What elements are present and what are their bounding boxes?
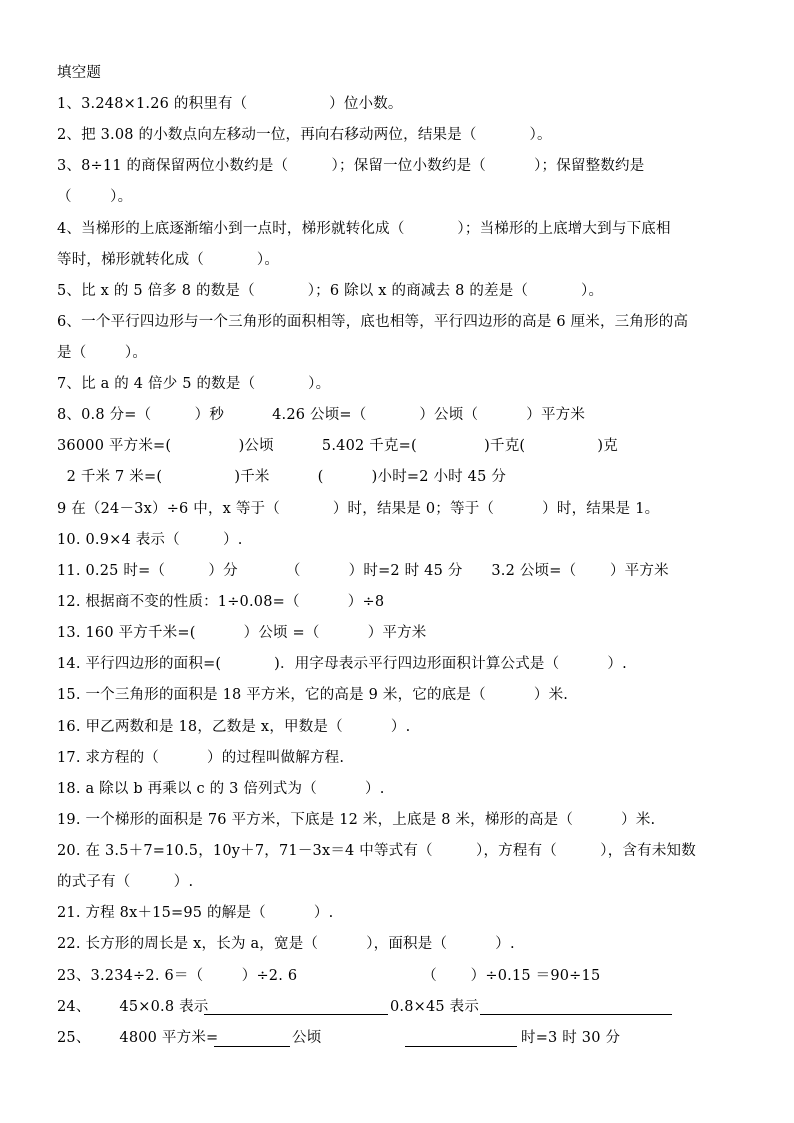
question-23: 23、3.234÷2. 6＝（ ）÷2. 6 （ ）÷0.15 ＝90÷15: [57, 968, 601, 984]
question-25-unit: 公顷: [292, 1030, 322, 1046]
question-5: 5、比 x 的 5 倍多 8 的数是（ ）；6 除以 x 的商减去 8 的差是（ ）。: [57, 283, 604, 299]
question-22: 22. 长方形的周长是 x，长为 a，宽是（ ），面积是（ ）.: [57, 936, 515, 952]
question-4: 4、当梯形的上底逐渐缩小到一点时，梯形就转化成（ ）；当梯形的上底增大到与下底相: [57, 221, 671, 237]
question-24-tail: 0.8×45 表示: [390, 999, 480, 1015]
question-16: 16. 甲乙两数和是 18，乙数是 x，甲数是（ ）.: [57, 719, 411, 735]
question-8-row3: 2 千米 7 米=( )千米 ( )小时=2 小时 45 分: [57, 469, 507, 485]
question-12: 12. 根据商不变的性质：1÷0.08=（ ）÷8: [57, 594, 385, 610]
question-14: 14. 平行四边形的面积=( )．用字母表示平行四边形面积计算公式是（ ）.: [57, 656, 627, 672]
question-8-row2: 36000 平方米=( )公顷 5.402 千克=( )千克( )克: [57, 438, 618, 454]
answer-blank-24a[interactable]: [204, 1014, 388, 1015]
answer-blank-25a[interactable]: [214, 1046, 290, 1047]
question-18: 18. a 除以 b 再乘以 c 的 3 倍列式为（ ）.: [57, 781, 385, 797]
question-19: 19. 一个梯形的面积是 76 平方米，下底是 12 米，上底是 8 米，梯形的高是（ ）米.: [57, 812, 656, 828]
answer-blank-24b[interactable]: [480, 1014, 672, 1015]
question-11: 11. 0.25 时=（ ）分 （ ）时=2 时 45 分 3.2 公顷=（ ）平方米: [57, 563, 669, 579]
question-6-cont: 是（ ）。: [57, 345, 148, 361]
question-7: 7、比 a 的 4 倍少 5 的数是（ ）。: [57, 376, 331, 392]
question-20: 20. 在 3.5＋7=10.5，10y＋7，71－3x＝4 中等式有（ ），方程有（ ），含有未知数: [57, 843, 696, 859]
question-6: 6、一个平行四边形与一个三角形的面积相等，底也相等，平行四边形的高是 6 厘米，三角形的高: [57, 314, 689, 330]
question-9: 9 在（24－3x）÷6 中，x 等于（ ）时，结果是 0；等于（ ）时，结果是 1。: [57, 501, 660, 517]
question-25-tail: 时=3 时 30 分: [521, 1030, 621, 1046]
question-1: 1、3.248×1.26 的积里有（ ）位小数。: [57, 96, 403, 112]
question-10: 10. 0.9×4 表示（ ）.: [57, 532, 243, 548]
question-8: 8、0.8 分=（ ）秒 4.26 公顷=（ ）公顷（ ）平方米: [57, 407, 586, 423]
question-4-cont: 等时，梯形就转化成（ ）。: [57, 252, 280, 268]
question-24: 24、 45×0.8 表示: [57, 999, 209, 1015]
question-17: 17. 求方程的（ ）的过程叫做解方程.: [57, 750, 345, 766]
worksheet-title: 填空题: [57, 65, 102, 81]
question-13: 13. 160 平方千米=( ）公顷 =（ ）平方米: [57, 625, 427, 641]
answer-blank-25b[interactable]: [405, 1046, 517, 1047]
question-3-cont: （ ）。: [57, 189, 133, 205]
question-3: 3、8÷11 的商保留两位小数约是（ ）；保留一位小数约是（ ）；保留整数约是: [57, 158, 645, 174]
question-2: 2、把 3.08 的小数点向左移动一位，再向右移动两位，结果是（ ）。: [57, 127, 552, 143]
question-15: 15. 一个三角形的面积是 18 平方米，它的高是 9 米，它的底是（ ）米.: [57, 687, 569, 703]
question-25: 25、 4800 平方米=: [57, 1030, 219, 1046]
question-21: 21. 方程 8x＋15=95 的解是（ ）.: [57, 905, 334, 921]
question-20-cont: 的式子有（ ）.: [57, 874, 194, 890]
